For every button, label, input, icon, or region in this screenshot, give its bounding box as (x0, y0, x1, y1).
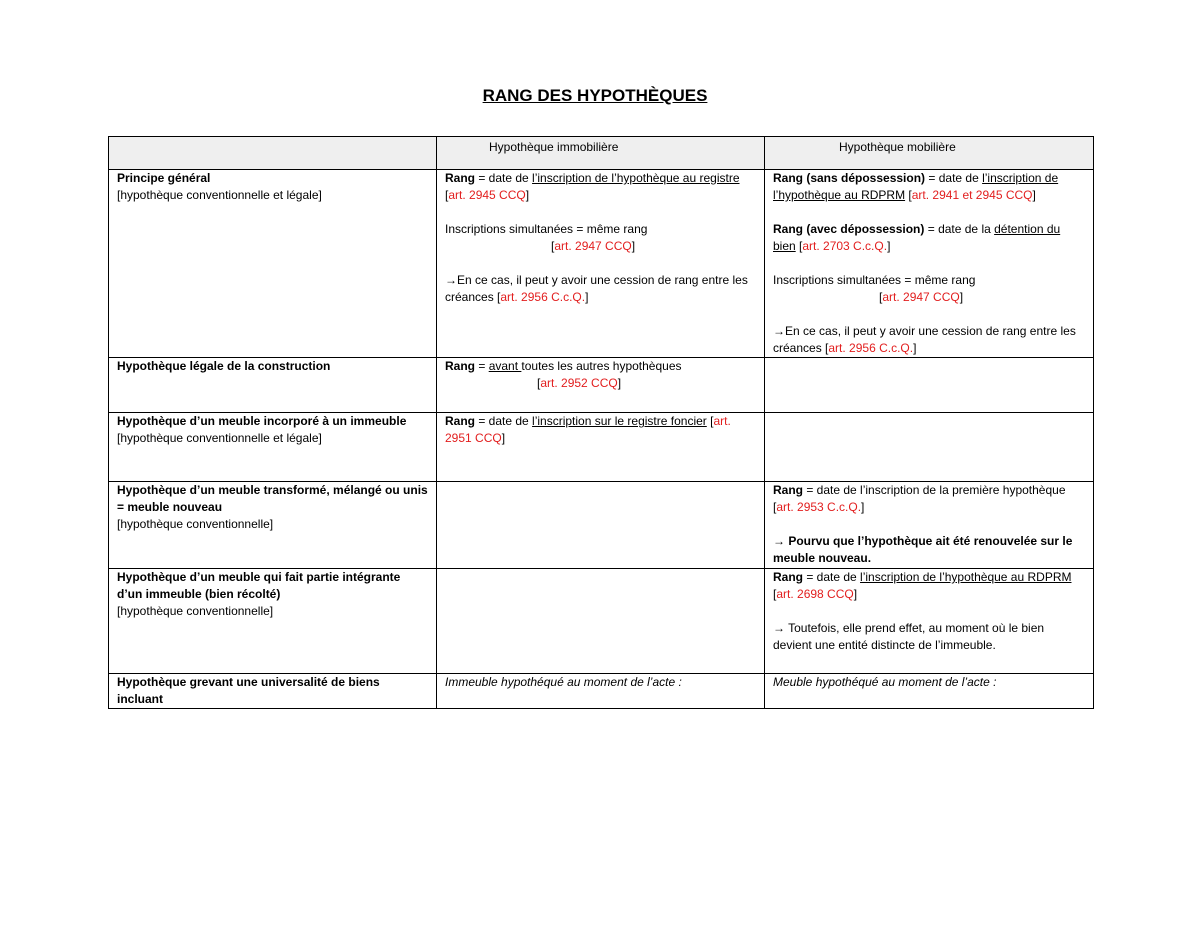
rang-label: Rang (445, 171, 475, 185)
rang-eq: = date de l’inscription de la première hypothèque (803, 483, 1066, 497)
table-row (109, 569, 1094, 674)
mobiliere-cell (765, 358, 1094, 413)
rang-eq: = date de la (924, 222, 995, 236)
row-label-cell (109, 358, 437, 413)
rang-label: Rang (445, 359, 475, 373)
mobiliere-cell (765, 413, 1094, 482)
mobiliere-cell (765, 674, 1094, 709)
article-ref: art. 2956 C.c.Q. (500, 290, 586, 304)
row-label: Hypothèque d’un meuble transformé, mélangé ou unis = meuble nouveau (117, 483, 428, 514)
rang-label: Rang (773, 483, 803, 497)
rang-underlined: l’inscription de l’hypothèque au registre (532, 171, 740, 185)
rang-rest: toutes les autres hypothèques (521, 359, 682, 373)
article-ref: art. 2952 CCQ (540, 376, 618, 390)
rang-label: Rang (avec dépossession) (773, 222, 925, 236)
renewal-note: Pourvu que l’hypothèque ait été renouvelée sur le meuble nouveau. (773, 534, 1073, 565)
rang-underlined: détention du bien (773, 222, 1061, 253)
mobiliere-cell: Rang (sans dépossession) = date de l’inscription de l’hypothèque au RDPRM [art. 2941 et 2945 CCQ] Rang (avec dépossession) = date de la détention du bien [art. 2703 C.c.Q.] Inscriptions simultanées = même rang [art. 2947 CCQ] →En ce cas, il peut y avoir une cession de rang entre les créances [art. 2956 C.c.Q.] (765, 170, 1094, 358)
table-row (109, 358, 1094, 413)
simultaneous-text: Inscriptions simultanées = même rang (445, 222, 648, 236)
article-ref: art. 2956 C.c.Q. (828, 341, 914, 355)
immobiliere-cell: Rang = avant toutes les autres hypothèques [art. 2952 CCQ] (437, 358, 765, 413)
header-empty-cell (109, 137, 437, 170)
cession-note: En ce cas, il peut y avoir une cession de rang entre les créances (773, 324, 1076, 355)
rang-eq: = date de (475, 171, 533, 185)
arrow-icon: → (773, 534, 785, 548)
immobiliere-cell (437, 674, 765, 709)
rang-eq: = date de (803, 570, 861, 584)
immobiliere-cell (437, 482, 765, 569)
row-sublabel: [hypothèque conventionnelle et légale] (117, 188, 322, 202)
mortgage-rank-table (108, 136, 1094, 709)
table-row (109, 170, 1094, 358)
immobiliere-cell: Rang = date de l’inscription sur le registre foncier [art. 2951 CCQ] (437, 413, 765, 482)
rang-underlined: l’inscription sur le registre foncier (532, 414, 707, 428)
row-label: Hypothèque grevant une universalité de biens incluant (117, 675, 380, 706)
rang-label: Rang (sans dépossession) (773, 171, 926, 185)
mobiliere-cell: Rang = date de l’inscription de la première hypothèque [art. 2953 C.c.Q.] → Pourvu que l’hypothèque ait été renouvelée sur le meuble nouveau. (765, 482, 1094, 569)
rang-eq: = date de (475, 414, 533, 428)
rang-underlined: l’inscription de l’hypothèque au RDPRM (773, 171, 1059, 202)
row-label-cell (109, 170, 437, 358)
mobiliere-cell: Rang = date de l’inscription de l’hypothèque au RDPRM [art. 2698 CCQ] → Toutefois, elle prend effet, au moment où le bien devient une entité distincte de l’immeuble. (765, 569, 1094, 674)
row-label: Hypothèque légale de la construction (117, 359, 331, 373)
table-row (109, 674, 1094, 709)
article-ref: art. 2953 C.c.Q. (776, 500, 862, 514)
effect-note: Toutefois, elle prend effet, au moment où le bien devient une entité distincte de l’immeuble. (773, 621, 1045, 652)
row-label: Principe général (117, 171, 211, 185)
immeuble-acte-text: Immeuble hypothéqué au moment de l’acte : (445, 675, 682, 689)
row-sublabel: [hypothèque conventionnelle et légale] (117, 431, 322, 445)
arrow-icon: → (773, 324, 785, 338)
article-ref: art. 2947 CCQ (554, 239, 632, 253)
row-label: Hypothèque d’un meuble qui fait partie intégrante d’un immeuble (bien récolté) (117, 570, 401, 601)
article-ref: art. 2698 CCQ (776, 587, 854, 601)
simultaneous-text: Inscriptions simultanées = même rang (773, 273, 976, 287)
rang-underlined: l’inscription de l’hypothèque au RDPRM (860, 570, 1072, 584)
arrow-icon: → (445, 273, 457, 287)
header-immobiliere: Hypothèque immobilière (437, 137, 765, 170)
table-row (109, 482, 1094, 569)
rang-label: Rang (773, 570, 803, 584)
article-ref: art. 2945 CCQ (448, 188, 526, 202)
article-ref: art. 2703 C.c.Q. (802, 239, 888, 253)
article-ref: art. 2947 CCQ (882, 290, 960, 304)
arrow-icon: → (773, 621, 785, 635)
row-label-cell (109, 674, 437, 709)
row-label-cell (109, 413, 437, 482)
rang-underlined: avant (488, 359, 522, 373)
article-ref: art. 2951 CCQ (445, 414, 731, 445)
rang-eq: = date de (925, 171, 983, 185)
row-sublabel: [hypothèque conventionnelle] (117, 604, 274, 618)
article-ref: art. 2941 et 2945 CCQ (911, 188, 1033, 202)
meuble-acte-text: Meuble hypothéqué au moment de l’acte : (773, 675, 997, 689)
row-label: Hypothèque d’un meuble incorporé à un immeuble (117, 414, 407, 428)
page-title: RANG DES HYPOTHÈQUES (482, 86, 708, 105)
rang-eq: = (475, 359, 489, 373)
rang-label: Rang (445, 414, 475, 428)
table-header-row (109, 137, 1094, 170)
table-row (109, 413, 1094, 482)
row-sublabel: [hypothèque conventionnelle] (117, 517, 274, 531)
row-label-cell (109, 569, 437, 674)
cession-note: En ce cas, il peut y avoir une cession de rang entre les créances (445, 273, 748, 304)
immobiliere-cell: Rang = date de l’inscription de l’hypothèque au registre [art. 2945 CCQ] Inscriptions simultanées = même rang [art. 2947 CCQ] →En ce cas, il peut y avoir une cession de rang entre les créances [art. 2956 C.c.Q.] (437, 170, 765, 358)
row-label-cell (109, 482, 437, 569)
immobiliere-cell (437, 569, 765, 674)
header-mobiliere: Hypothèque mobilière (765, 137, 1094, 170)
